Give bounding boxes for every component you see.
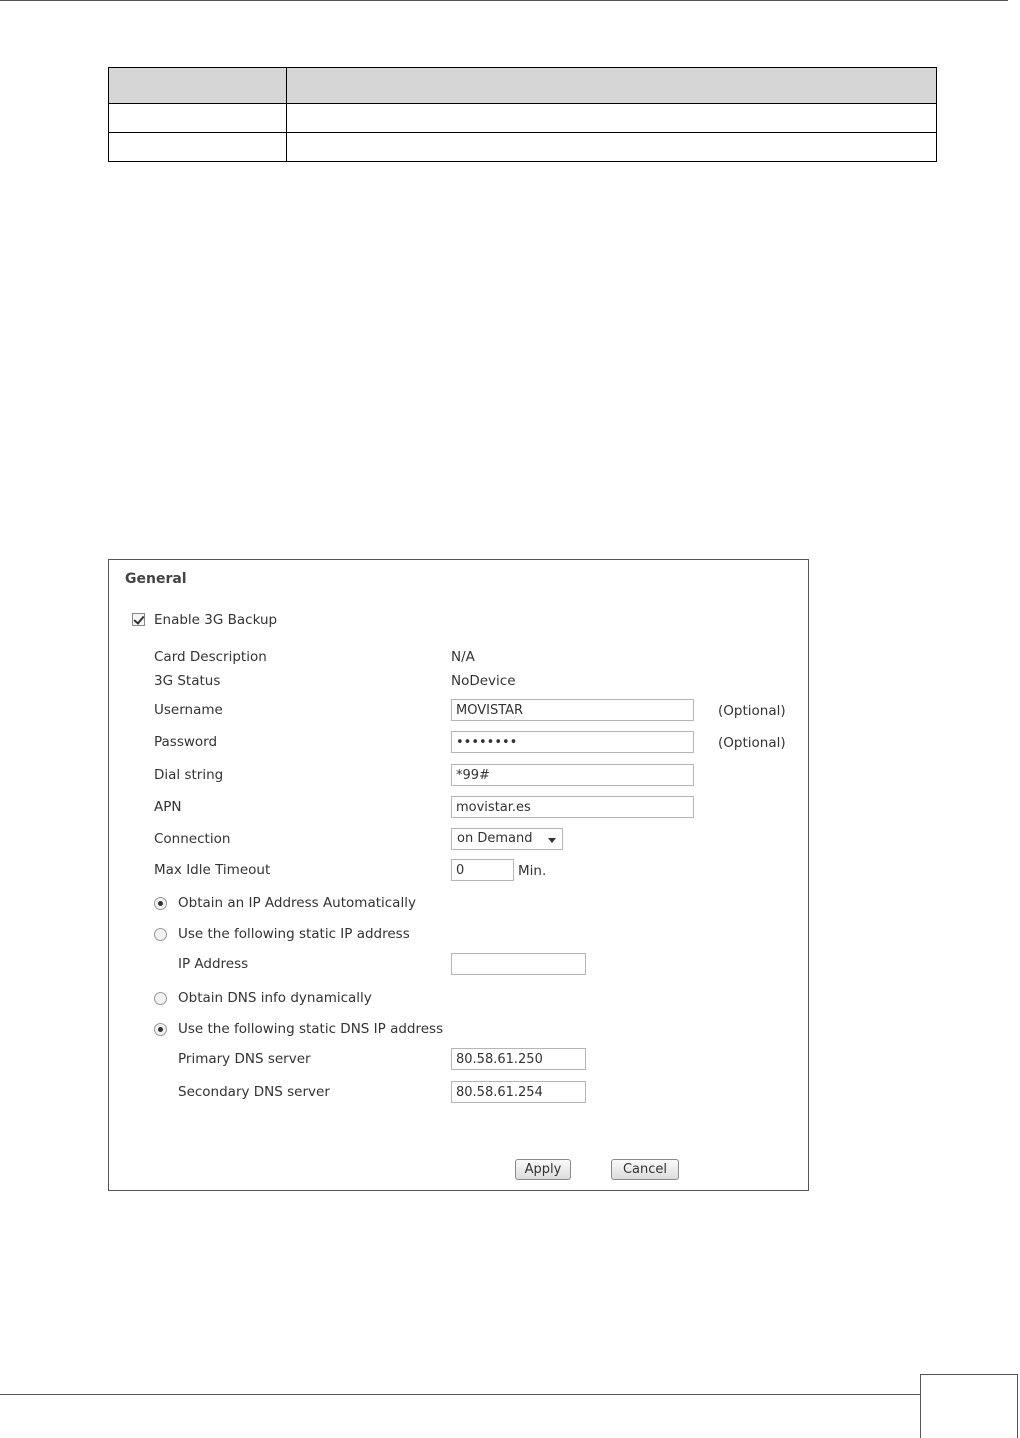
cancel-button[interactable]: Cancel (611, 1159, 679, 1180)
obtain-dns-dynamic-label: Obtain DNS info dynamically (178, 990, 372, 1006)
obtain-dns-dynamic-radio[interactable] (154, 992, 167, 1005)
chevron-down-icon (548, 838, 556, 843)
primary-dns-label: Primary DNS server (178, 1051, 311, 1067)
max-idle-timeout-label: Max Idle Timeout (154, 862, 271, 878)
obtain-ip-auto-radio[interactable] (154, 897, 167, 910)
ip-address-label: IP Address (178, 956, 249, 972)
connection-select[interactable] (451, 828, 563, 850)
dial-string-label: Dial string (154, 767, 224, 783)
table-header-cell (287, 68, 937, 104)
obtain-ip-auto-label: Obtain an IP Address Automatically (178, 895, 416, 911)
password-label: Password (154, 734, 218, 750)
field-description-table (108, 67, 937, 162)
header-rule (0, 0, 1008, 1)
footer-rule (0, 1394, 920, 1395)
enable-3g-backup-checkbox[interactable] (132, 613, 145, 626)
static-dns-label: Use the following static DNS IP address (178, 1021, 444, 1037)
username-input[interactable] (451, 699, 694, 721)
username-optional-note: (Optional) (718, 703, 786, 719)
connection-selected-value: on Demand (457, 831, 533, 846)
max-idle-timeout-input[interactable] (451, 859, 514, 881)
secondary-dns-label: Secondary DNS server (178, 1084, 330, 1100)
enable-3g-backup-label: Enable 3G Backup (154, 612, 278, 628)
max-idle-timeout-unit: Min. (518, 863, 547, 879)
3g-status-value: NoDevice (451, 673, 516, 689)
table-row (109, 104, 937, 133)
page-number-box (920, 1374, 1018, 1438)
section-title: General (125, 571, 187, 587)
table-cell (287, 104, 937, 133)
table-cell (109, 104, 287, 133)
table-row (109, 133, 937, 162)
3g-status-label: 3G Status (154, 673, 221, 689)
primary-dns-input[interactable] (451, 1048, 586, 1070)
ip-address-input[interactable] (451, 953, 586, 975)
apn-input[interactable] (451, 796, 694, 818)
table-header-cell (109, 68, 287, 104)
apply-button[interactable]: Apply (515, 1159, 571, 1180)
table-header-row (109, 68, 937, 104)
card-description-value: N/A (451, 649, 475, 665)
3g-backup-panel (108, 559, 809, 1191)
username-label: Username (154, 702, 223, 718)
table-cell (287, 133, 937, 162)
secondary-dns-input[interactable] (451, 1081, 586, 1103)
card-description-label: Card Description (154, 649, 267, 665)
password-optional-note: (Optional) (718, 735, 786, 751)
static-ip-radio[interactable] (154, 928, 167, 941)
password-input[interactable] (451, 731, 694, 753)
static-dns-radio[interactable] (154, 1023, 167, 1036)
table-cell (109, 133, 287, 162)
connection-label: Connection (154, 831, 231, 847)
apn-label: APN (154, 799, 182, 815)
static-ip-label: Use the following static IP address (178, 926, 410, 942)
dial-string-input[interactable] (451, 764, 694, 786)
